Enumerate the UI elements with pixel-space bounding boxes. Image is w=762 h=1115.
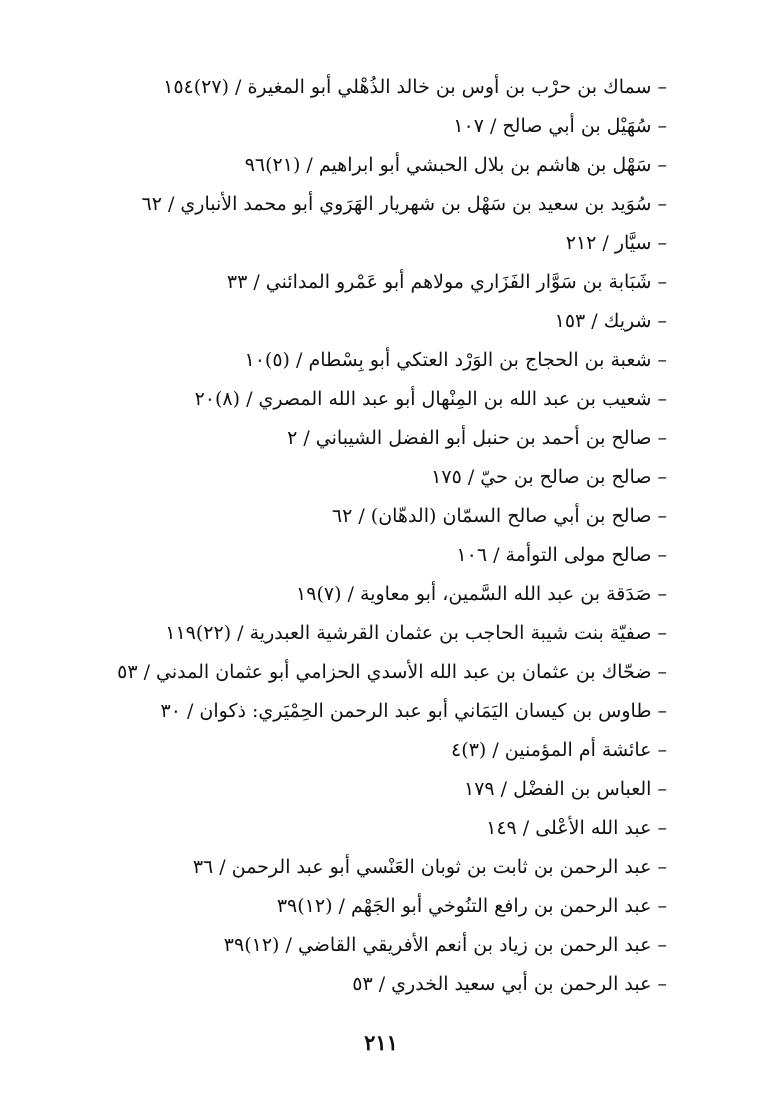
- index-entry: – عائشة أم المؤمنين / (٣)٤: [451, 739, 667, 761]
- index-entry: – صالح بن صالح بن حيّ / ١٧٥: [431, 466, 667, 488]
- index-entry: – سيَّار / ٢١٢: [565, 232, 667, 254]
- index-entry: – عبد الله الأعْلى / ١٤٩: [486, 817, 667, 839]
- index-entry: – سَهْل بن هاشم بن بلال الحبشي أبو ابراهيم / (٢١)٩٦: [244, 154, 667, 176]
- index-entry: – شريك / ١٥٣: [554, 310, 667, 332]
- index-entry: – شَبَابة بن سَوَّار الفَزَاري مولاهم أبو عَمْرو المدائني / ٣٣: [226, 271, 667, 293]
- index-entry: – سُوَيد بن سعيد بن سَهْل بن شهريار الهَرَوي أبو محمد الأنباري / ٦٢: [141, 193, 667, 215]
- index-entry: – صالح بن أحمد بن حنبل أبو الفضل الشيباني / ٢: [287, 427, 667, 449]
- index-entry: – شعيب بن عبد الله بن المِنْهال أبو عبد الله المصري / (٨)٢٠: [194, 388, 667, 410]
- index-entry: – صَدَقة بن عبد الله السَّمين، أبو معاوية / (٧)١٩: [296, 583, 667, 605]
- index-entry: – عبد الرحمن بن ثابت بن ثوبان العَنْسي أبو عبد الرحمن / ٣٦: [192, 856, 667, 878]
- index-entry: – صفيّة بنت شيبة الحاجب بن عثمان القرشية العبدرية / (٢٢)١١٩: [165, 622, 667, 644]
- index-entry: – سماك بن حرْب بن أوس بن خالد الذُهْلي أبو المغيرة / (٢٧)١٥٤: [163, 76, 667, 98]
- index-entry-list: [107, 68, 667, 1004]
- index-entry: – شعبة بن الحجاج بن الوَرْد العتكي أبو بِسْطام / (٥)١٠: [244, 349, 667, 371]
- index-entry: – صالح مولى التوأمة / ١٠٦: [456, 544, 667, 566]
- page-number: ٢١١: [364, 1030, 398, 1055]
- index-entry: – طاوس بن كيسان اليَمَاني أبو عبد الرحمن الحِمْيَري: ذكوان / ٣٠: [160, 700, 667, 722]
- index-entry: – صالح بن أبي صالح السمّان (الدهّان) / ٦٢: [331, 505, 667, 527]
- index-entry: – عبد الرحمن بن أبي سعيد الخدري / ٥٣: [352, 973, 667, 995]
- index-entry: – سُهَيْل بن أبي صالح / ١٠٧: [453, 115, 667, 137]
- index-entry: – ضحّاك بن عثمان بن عبد الله الأسدي الحزامي أبو عثمان المدني / ٥٣: [117, 661, 667, 683]
- index-entry: – العباس بن الفضْل / ١٧٩: [464, 778, 667, 800]
- index-entry: – عبد الرحمن بن رافع التنُوخي أبو الجَهْم / (١٢)٣٩: [276, 895, 667, 917]
- index-entry: – عبد الرحمن بن زياد بن أنعم الأفريقي القاضي / (١٢)٣٩: [223, 934, 667, 956]
